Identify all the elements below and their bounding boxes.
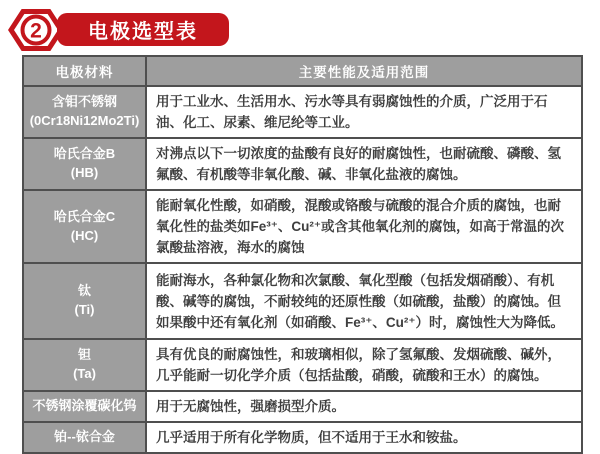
material-name: 钛 — [77, 283, 91, 299]
number-badge-hexagon-icon — [8, 7, 64, 53]
material-name: 钽 — [77, 347, 91, 363]
table-row — [23, 339, 582, 391]
material-code: (HC) — [70, 227, 99, 243]
material-name: 哈氏合金B — [53, 146, 116, 162]
material-cell — [23, 190, 146, 263]
badge-number: 2 — [30, 19, 42, 43]
material-code: (Ti) — [74, 302, 95, 317]
material-cell — [23, 391, 146, 422]
table-row — [23, 422, 582, 453]
material-name: 含钼不锈钢 — [51, 94, 117, 110]
description-cell: 对沸点以下一切浓度的盐酸有良好的耐腐蚀性，也耐硫酸、磷酸、氢氟酸、有机酸等非氧化酸、碱、非氧化盐液的腐蚀。 — [146, 138, 582, 190]
material-cell — [23, 138, 146, 190]
material-name: 铂--铱合金 — [54, 429, 115, 445]
table-row — [23, 391, 582, 422]
title-bar — [0, 0, 600, 55]
material-cell — [23, 86, 146, 138]
material-code: (0Cr18Ni12Mo2Ti) — [29, 113, 140, 128]
table-header-row — [23, 56, 582, 86]
material-name: 不锈钢涂覆碳化钨 — [32, 398, 137, 414]
material-name: 哈氏合金C — [53, 208, 116, 224]
description-cell: 几乎适用于所有化学物质，但不适用于王水和铵盐。 — [146, 422, 582, 453]
description-cell: 能耐海水，各种氯化物和次氯酸、氧化型酸（包括发烟硝酸）、有机酸、碱等的腐蚀，不耐较纯的还原性酸（如硫酸，盐酸）的腐蚀。但如果酸中还有氧化剂（如硝酸、Fe³⁺、Cu²⁺）时，腐蚀性大为降低。 — [146, 263, 582, 339]
description-cell: 用于无腐蚀性，强磨损型介质。 — [146, 391, 582, 422]
material-cell — [23, 263, 146, 339]
description-cell: 具有优良的耐腐蚀性，和玻璃相似，除了氢氟酸、发烟硫酸、碱外，几乎能耐一切化学介质（包括盐酸，硝酸，硫酸和王水）的腐蚀。 — [146, 339, 582, 391]
description-cell: 能耐氧化性酸，如硝酸，混酸或铬酸与硫酸的混合介质的腐蚀，也耐氧化性的盐类如Fe³⁺、Cu²⁺或含其他氧化剂的腐蚀，如高于常温的次氯酸盐溶液，海水的腐蚀 — [146, 190, 582, 263]
material-cell — [23, 339, 146, 391]
electrode-selection-table — [22, 55, 583, 454]
material-code: (HB) — [70, 165, 99, 180]
table-row — [23, 138, 582, 190]
table-row — [23, 190, 582, 263]
page-title: 电极选型表 — [57, 13, 229, 46]
description-cell: 用于工业水、生活用水、污水等具有弱腐蚀性的介质，广泛用于石油、化工、尿素、维尼纶等工业。 — [146, 86, 582, 138]
table-row — [23, 263, 582, 339]
table-row — [23, 86, 582, 138]
header-material: 电极材料 — [23, 56, 146, 86]
material-code: (Ta) — [73, 366, 96, 381]
material-cell — [23, 422, 146, 453]
header-performance: 主要性能及适用范围 — [146, 56, 582, 86]
